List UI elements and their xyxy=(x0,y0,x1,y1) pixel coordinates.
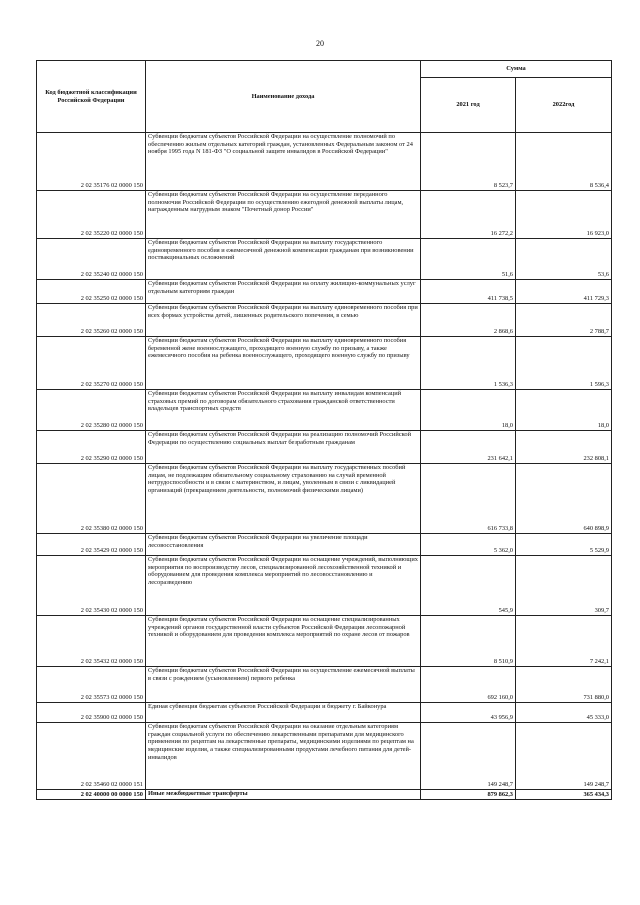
row-value-2021: 1 536,3 xyxy=(421,337,516,390)
total-row xyxy=(37,790,612,800)
row-value-2022: 18,0 xyxy=(516,390,612,431)
table-row xyxy=(37,304,612,337)
row-value-2022: 232 808,1 xyxy=(516,431,612,464)
row-value-2022: 411 729,3 xyxy=(516,280,612,304)
row-code: 2 02 35573 02 0000 150 xyxy=(37,667,146,703)
table-row xyxy=(37,616,612,667)
table-row xyxy=(37,556,612,616)
row-value-2021: 545,9 xyxy=(421,556,516,616)
row-value-2022: 1 596,3 xyxy=(516,337,612,390)
row-name: Субвенции бюджетам субъектов Российской Федерации на оснащение учреждений, выполняющих мероприятия по воспроизводству лесов, специализированной лесохозяйственной техникой и оборудованием для проведения комплекса мероприятий по лесовосстановлению и лесоразведению xyxy=(146,556,421,616)
table-row xyxy=(37,390,612,431)
row-name: Субвенции бюджетам субъектов Российской Федерации на осуществление переданного полномочия Российской Федерации по осуществлению ежегодной денежной выплаты лицам, награжденным нагрудным знаком "Почетный донор России" xyxy=(146,191,421,239)
row-value-2022: 731 880,0 xyxy=(516,667,612,703)
row-value-2022: 2 788,7 xyxy=(516,304,612,337)
header-code: Код бюджетной классификации Российской Федерации xyxy=(37,61,146,133)
row-code: 2 02 35430 02 0000 150 xyxy=(37,556,146,616)
row-value-2021: 2 868,6 xyxy=(421,304,516,337)
row-name: Субвенции бюджетам субъектов Российской Федерации на осуществление ежемесячной выплаты в связи с рождением (усыновлением) первого ребенка xyxy=(146,667,421,703)
row-code: 2 02 35460 02 0000 151 xyxy=(37,723,146,790)
row-name: Субвенции бюджетам субъектов Российской Федерации на увеличение площади лесовосстановления xyxy=(146,534,421,556)
table-row xyxy=(37,337,612,390)
row-name: Субвенции бюджетам субъектов Российской Федерации на выплату единовременного пособия беременной жене военнослужащего, проходящего военную службу по призыву, а также ежемесячного пособия на ребенка военнослужащего, проходящего военную службу по призыву xyxy=(146,337,421,390)
table-row xyxy=(37,534,612,556)
row-code: 2 02 35220 02 0000 150 xyxy=(37,191,146,239)
row-name: Субвенции бюджетам субъектов Российской Федерации на выплату единовременного пособия при всех формах устройства детей, лишенных родительского попечения, в семью xyxy=(146,304,421,337)
row-value-2022: 640 898,9 xyxy=(516,464,612,534)
row-value-2021: 5 362,0 xyxy=(421,534,516,556)
table-row xyxy=(37,723,612,790)
row-code: 2 02 35380 02 0000 150 xyxy=(37,464,146,534)
row-code: 2 02 35290 02 0000 150 xyxy=(37,431,146,464)
table-row xyxy=(37,280,612,304)
row-code: 2 02 35240 02 0000 150 xyxy=(37,239,146,280)
row-code: 2 02 35176 02 0000 150 xyxy=(37,133,146,191)
row-name: Субвенции бюджетам субъектов Российской Федерации на реализацию полномочий Российской Федерации по осуществлению социальных выплат безработным гражданам xyxy=(146,431,421,464)
row-name: Субвенции бюджетам субъектов Российской Федерации на выплату государственного единовременного пособия и ежемесячной денежной компенсации гражданам при возникновении поствакцинальных осложнений xyxy=(146,239,421,280)
row-value-2021: 149 248,7 xyxy=(421,723,516,790)
row-code: 2 02 35429 02 0000 150 xyxy=(37,534,146,556)
row-value-2021: 411 738,5 xyxy=(421,280,516,304)
row-value-2022: 53,6 xyxy=(516,239,612,280)
table-row xyxy=(37,431,612,464)
header-name: Наименование дохода xyxy=(146,61,421,133)
row-value-2021: 8 523,7 xyxy=(421,133,516,191)
table-row xyxy=(37,133,612,191)
row-code: 2 02 35280 02 0000 150 xyxy=(37,390,146,431)
row-code: 2 02 35432 02 0000 150 xyxy=(37,616,146,667)
total-code: 2 02 40000 00 0000 150 xyxy=(37,790,146,800)
row-value-2021: 692 160,0 xyxy=(421,667,516,703)
table-row xyxy=(37,191,612,239)
row-value-2021: 18,0 xyxy=(421,390,516,431)
table-row xyxy=(37,239,612,280)
table-row xyxy=(37,464,612,534)
total-value-2021: 879 862,3 xyxy=(421,790,516,800)
row-value-2021: 8 510,9 xyxy=(421,616,516,667)
row-code: 2 02 35250 02 0000 150 xyxy=(37,280,146,304)
row-value-2022: 7 242,1 xyxy=(516,616,612,667)
row-name: Субвенции бюджетам субъектов Российской Федерации на выплату инвалидам компенсаций страховых премий по договорам обязательного страхования гражданской ответственности владельцев транспортных средств xyxy=(146,390,421,431)
row-value-2022: 45 333,0 xyxy=(516,703,612,723)
row-value-2021: 616 733,8 xyxy=(421,464,516,534)
row-value-2022: 8 536,4 xyxy=(516,133,612,191)
row-value-2022: 149 248,7 xyxy=(516,723,612,790)
row-name: Единая субвенция бюджетам субъектов Российской Федерации и бюджету г. Байконура xyxy=(146,703,421,723)
header-sum: Сумма xyxy=(421,61,612,78)
row-value-2021: 231 642,1 xyxy=(421,431,516,464)
row-name: Субвенции бюджетам субъектов Российской Федерации на оказание отдельным категориям граждан социальной услуги по обеспечению лекарственными препаратами для медицинского применения по рецептам на лекарственные препараты, медицинскими изделиями по рецептам на медицинские изделия, а также специализированными продуктами лечебного питания для детей-инвалидов xyxy=(146,723,421,790)
row-name: Субвенции бюджетам субъектов Российской Федерации на осуществление полномочий по обеспечению жильем отдельных категорий граждан, установленных Федеральным законом от 24 ноября 1995 года N 181-ФЗ "О социальной защите инвалидов в Российской Федерации" xyxy=(146,133,421,191)
row-code: 2 02 35270 02 0000 150 xyxy=(37,337,146,390)
row-name: Субвенции бюджетам субъектов Российской Федерации на оснащение специализированных учреждений органов государственной власти субъектов Российской Федерации лесопожарной техникой и оборудованием для проведения комплекса мероприятий по охране лесов от пожаров xyxy=(146,616,421,667)
row-value-2022: 5 529,9 xyxy=(516,534,612,556)
row-value-2021: 43 956,9 xyxy=(421,703,516,723)
header-year-2021: 2021 год xyxy=(421,78,516,133)
page-number: 20 xyxy=(316,39,324,48)
total-name: Иные межбюджетные трансферты xyxy=(146,790,421,800)
budget-table xyxy=(36,60,612,800)
row-name: Субвенции бюджетам субъектов Российской Федерации на оплату жилищно-коммунальных услуг отдельным категориям граждан xyxy=(146,280,421,304)
total-value-2022: 365 434,3 xyxy=(516,790,612,800)
row-value-2021: 16 272,2 xyxy=(421,191,516,239)
table-row xyxy=(37,703,612,723)
row-value-2022: 309,7 xyxy=(516,556,612,616)
row-value-2022: 16 923,0 xyxy=(516,191,612,239)
row-value-2021: 51,6 xyxy=(421,239,516,280)
row-code: 2 02 35260 02 0000 150 xyxy=(37,304,146,337)
header-year-2022: 2022год xyxy=(516,78,612,133)
row-name: Субвенции бюджетам субъектов Российской Федерации на выплату государственных пособий лицам, не подлежащим обязательному социальному страхованию на случай временной нетрудоспособности и в связи с материнством, и лицам, уволенным в связи с ликвидацией организаций (прекращением деятельности, полномочий физическими лицами) xyxy=(146,464,421,534)
table-row xyxy=(37,667,612,703)
row-code: 2 02 35900 02 0000 150 xyxy=(37,703,146,723)
